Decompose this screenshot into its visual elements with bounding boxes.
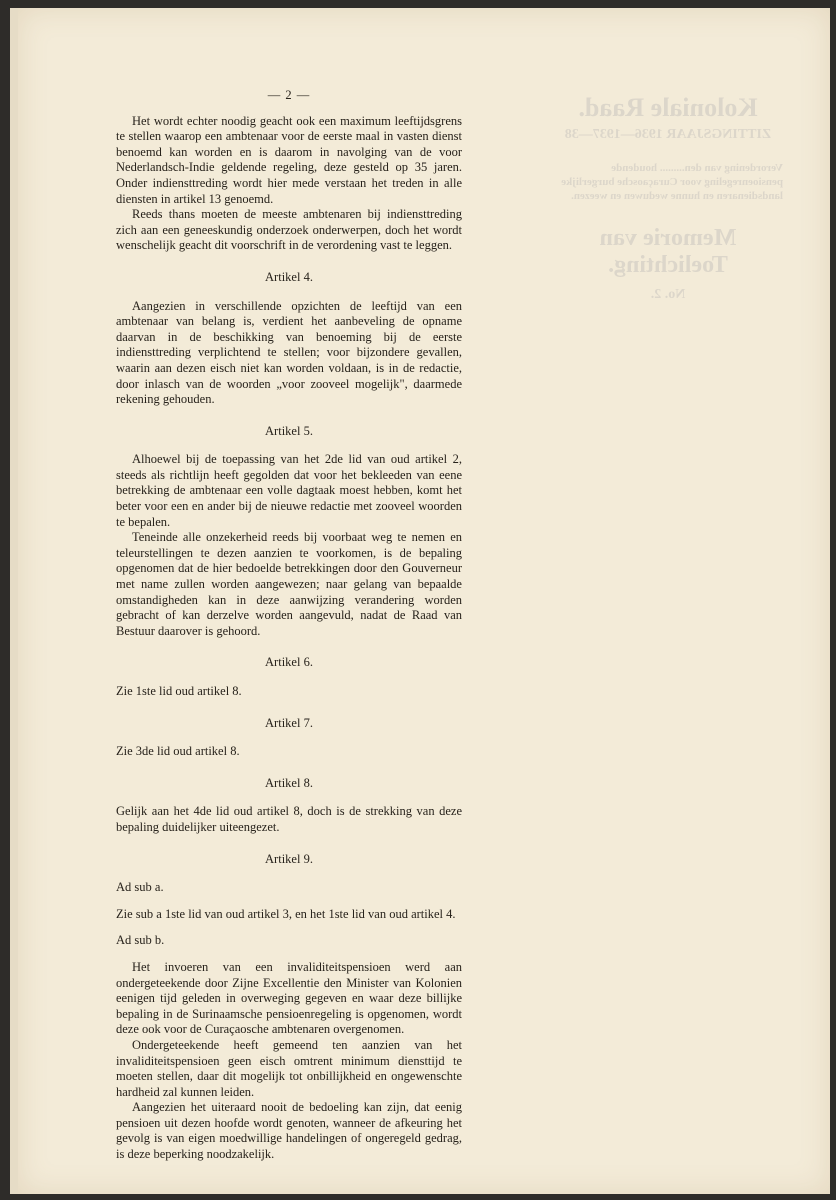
paragraph: Reeds thans moeten de meeste ambtenaren bij indiensttreding zich aan een geneeskundig onderzoek onderwerpen, doch het wordt wenschelijk geacht dit voorschrift in de verordening vast te leggen. (116, 207, 462, 253)
paragraph: Alhoewel bij de toepassing van het 2de lid van oud artikel 2, steeds als richtlijn heeft gegolden dat voor het bekleeden van eene betrekking de ambtenaar een volle dagtaak moest hebben, komt het beter voor een en ander bij de nieuwe redactie met zooveel woorden te bepalen. (116, 452, 462, 529)
spacer (116, 949, 462, 960)
ghost-small-text: Verordening van den......... houdende pensioenregeling voor Curaçaosche burgerlijke landsdienaren en hunne weduwen en weezen. (561, 162, 783, 202)
document-body (116, 88, 462, 1163)
article-heading: Artikel 7. (265, 715, 313, 730)
bleed-through-text (553, 93, 783, 303)
text-line: Ad sub b. (116, 933, 165, 948)
paragraph: Het invoeren van een invaliditeitspensioen werd aan ondergeteekende door Zijne Excellentie den Minister van Kolonien eenigen tijd geleden in overweging gegeven en waar deze billijke bepaling in de Surinaamsche pensioenregeling is opgenomen, wordt deze ook voor de Curaçaosche ambtenaren overgenomen. (116, 959, 462, 1037)
paragraph: Aangezien in verschillende opzichten de leeftijd van een ambtenaar van belang is, verdient het aanbeveling de opname daarvan in de beschikking van benoeming bij de eerste indiensttreding verplichtend te stellen; voor bijzondere gevallen, waarin aan dezen eisch niet kan worden voldaan, is in de redactie, door inlasch van de woorden „voor zooveel mogelijk", daarmede rekening gehouden. (116, 298, 462, 407)
paragraph: Ondergeteekende heeft gemeend ten aanzien van het invaliditeitspensioen geen eisch omtrent minimum diensttijd te moeten stellen, daar dit mogelijk tot onbillijkheid en ongewenschte hardheid zal kunnen leiden. (116, 1037, 462, 1099)
text-line: Zie 3de lid oud artikel 8. (116, 744, 240, 759)
text-line: Ad sub a. (116, 880, 164, 895)
paragraph: Teneinde alle onzekerheid reeds bij voorbaat weg te nemen en teleurstellingen te dezen aanzien te voorkomen, is de bepaling opgenomen dat de hier bedoelde betrekkingen door den Gouverneur met name zullen worden aangewezen; naar gelang van bepaalde omstandigheden kan in deze aanwijzing verandering worden gebracht of kan derzelve worden aangevuld, nadat de Raad van Bestuur daarover is gehoord. (116, 530, 462, 638)
ghost-title: Koloniale Raad. (578, 93, 758, 122)
page-number: — 2 — (267, 88, 311, 102)
article-heading: Artikel 4. (265, 269, 313, 284)
text-blocks (116, 114, 462, 1163)
paragraph: Het wordt echter noodig geacht ook een maximum leeftijdsgrens te stellen waarop een ambtenaar voor de eerste maal in vasten dienst benoemd kan worden en is daarom in navolging van de voor Nederlandsch-Indie geldende regeling, deze gesteld op 35 jaren. Onder indiensttreding wordt hier mede verstaan het treden in alle diensten in artikel 13 genoemd. (116, 113, 462, 206)
article-heading: Artikel 8. (265, 775, 313, 790)
text-line: Zie 1ste lid oud artikel 8. (116, 684, 242, 698)
ghost-memo-title: Memorie van Toelichting. (599, 225, 737, 278)
article-heading: Artikel 6. (265, 655, 313, 670)
ghost-subtitle: ZITTINGSJAAR 1936—1937—38 (564, 127, 772, 142)
text-line: Gelijk aan het 4de lid oud artikel 8, doch is de strekking van deze bepaling duidelijker uiteengezet. (116, 804, 462, 834)
article-heading: Artikel 5. (265, 423, 313, 438)
ghost-number: No. 2. (650, 287, 686, 302)
spacer (116, 896, 462, 907)
article-heading: Artikel 9. (265, 851, 313, 866)
spacer (116, 922, 462, 933)
paragraph: Aangezien het uiteraard nooit de bedoeling kan zijn, dat eenig pensioen uit dezen hoofde wordt genoten, wanneer de afkeuring het gevolg is van eigen moedwillige handelingen of ongeregeld gedrag, is deze beperking noodzakelijk. (116, 1100, 462, 1162)
text-line: Zie sub a 1ste lid van oud artikel 3, en het 1ste lid van oud artikel 4. (116, 906, 456, 921)
